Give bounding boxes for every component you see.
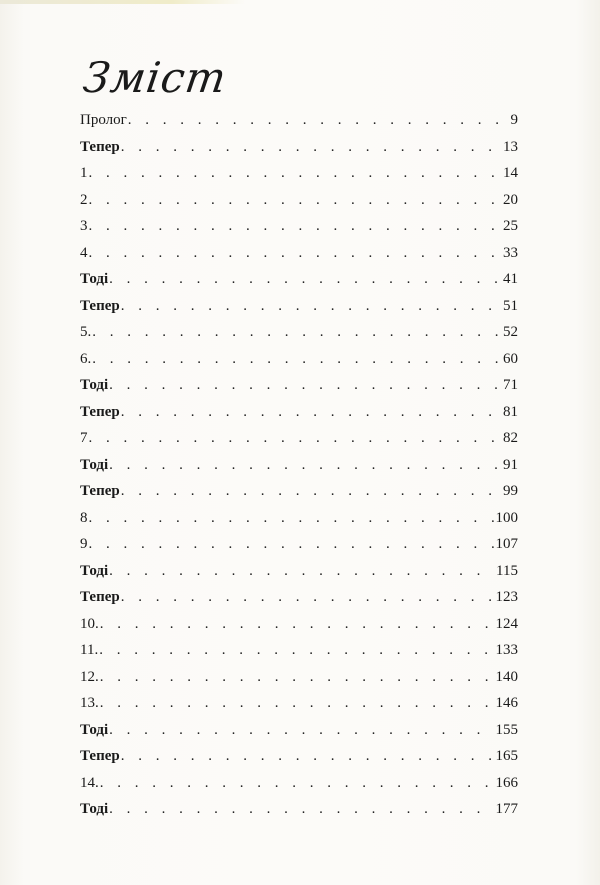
toc-entry-page-number: 177	[495, 801, 518, 817]
dot-leader	[109, 372, 501, 399]
toc-entry-page-number: 146	[495, 695, 518, 711]
toc-entry-label: 12.	[80, 668, 99, 685]
toc-entry-label: Тоді	[80, 377, 109, 393]
toc-entry-label: Тепер	[80, 589, 120, 605]
toc-entry	[80, 611, 518, 638]
toc-entry-label: 9	[80, 536, 88, 552]
toc-entry-label: Тепер	[80, 138, 120, 155]
dot-leader	[109, 796, 493, 823]
toc-entry	[80, 531, 518, 558]
dot-leader	[100, 690, 494, 717]
toc-entry-label: Тепер	[80, 748, 120, 764]
toc-entry-label: 10.	[80, 615, 99, 632]
toc-entry-label: 2	[80, 191, 88, 208]
toc-entry-page-number: 51	[503, 297, 518, 314]
toc-entry	[80, 452, 518, 479]
table-of-contents	[80, 107, 518, 823]
toc-entry	[80, 770, 518, 797]
toc-entry	[80, 134, 518, 161]
toc-entry	[80, 478, 518, 505]
dot-leader	[109, 266, 501, 293]
toc-entry	[80, 187, 518, 214]
toc-entry	[80, 372, 518, 399]
toc-entry-page-number: 52	[503, 324, 518, 340]
toc-entry	[80, 743, 518, 770]
toc-entry-label: 3	[80, 218, 88, 234]
dot-leader	[121, 584, 494, 611]
toc-entry-label: Тоді	[80, 721, 109, 738]
dot-leader	[99, 637, 493, 664]
toc-entry-page-number: 155	[495, 721, 518, 738]
dot-leader	[100, 611, 494, 638]
toc-entry-page-number: 91	[503, 456, 518, 473]
toc-entry-page-number: 25	[503, 218, 518, 234]
toc-entry	[80, 266, 518, 293]
dot-leader	[89, 187, 502, 214]
toc-entry-page-number: 140	[495, 668, 518, 685]
toc-entry-label: 7	[80, 430, 88, 446]
toc-entry-page-number: 81	[503, 403, 518, 420]
toc-entry-page-number: 13	[503, 138, 518, 155]
toc-entry	[80, 160, 518, 187]
toc-entry-label: Тепер	[80, 403, 120, 420]
toc-entry-label: Тоді	[80, 562, 109, 579]
toc-entry-label: 6.	[80, 350, 92, 367]
toc-entry-label: Тепер	[80, 483, 120, 499]
toc-entry	[80, 425, 518, 452]
dot-leader	[100, 770, 494, 797]
toc-entry-page-number: 107	[495, 536, 518, 552]
toc-entry-page-number: 14	[503, 165, 518, 181]
toc-entry-page-number: 99	[503, 483, 518, 499]
dot-leader	[92, 319, 501, 346]
toc-entry-page-number: 60	[503, 350, 518, 367]
toc-entry-page-number: 82	[503, 430, 518, 446]
toc-entry-page-number: 166	[495, 774, 518, 791]
toc-entry-page-number: 165	[495, 748, 518, 764]
toc-entry	[80, 240, 518, 267]
dot-leader	[89, 160, 502, 187]
toc-entry	[80, 690, 518, 717]
dot-leader	[92, 346, 501, 373]
dot-leader	[121, 478, 501, 505]
toc-entry-page-number: 115	[496, 562, 518, 579]
dot-leader	[89, 425, 502, 452]
toc-entry	[80, 107, 518, 134]
dot-leader	[109, 452, 501, 479]
dot-leader	[89, 531, 494, 558]
toc-entry-label: Тоді	[80, 271, 109, 287]
toc-entry	[80, 213, 518, 240]
dot-leader	[109, 558, 494, 585]
dot-leader	[89, 505, 494, 532]
toc-entry	[80, 637, 518, 664]
toc-entry-label: 1	[80, 165, 88, 181]
toc-entry	[80, 399, 518, 426]
dot-leader	[121, 134, 501, 161]
toc-entry	[80, 584, 518, 611]
dot-leader	[121, 399, 501, 426]
toc-entry-page-number: 133	[495, 642, 518, 658]
toc-entry	[80, 293, 518, 320]
toc-entry	[80, 319, 518, 346]
dot-leader	[128, 107, 509, 134]
toc-entry-label: Тепер	[80, 297, 120, 314]
toc-entry-label: 5.	[80, 324, 92, 340]
dot-leader	[100, 664, 494, 691]
toc-entry	[80, 505, 518, 532]
toc-entry	[80, 346, 518, 373]
toc-entry-label: Пролог	[80, 112, 127, 128]
toc-entry-page-number: 20	[503, 191, 518, 208]
dot-leader	[121, 743, 494, 770]
toc-entry-label: Тоді	[80, 456, 109, 473]
toc-entry-label: 4	[80, 244, 88, 261]
toc-entry-label: 13.	[80, 695, 99, 711]
toc-entry	[80, 717, 518, 744]
toc-entry-label: Тоді	[80, 801, 109, 817]
toc-entry-label: 14.	[80, 774, 99, 791]
toc-entry-page-number: 71	[503, 377, 518, 393]
toc-entry	[80, 796, 518, 823]
dot-leader	[109, 717, 493, 744]
dot-leader	[89, 213, 502, 240]
toc-entry-page-number: 124	[495, 615, 518, 632]
dot-leader	[121, 293, 501, 320]
toc-entry-page-number: 33	[503, 244, 518, 261]
toc-entry-page-number: 100	[495, 509, 518, 526]
page-title: Зміст	[80, 53, 230, 102]
toc-entry-page-number: 123	[495, 589, 518, 605]
toc-entry	[80, 664, 518, 691]
toc-entry-label: 8	[80, 509, 88, 526]
toc-entry-page-number: 9	[510, 112, 518, 128]
dot-leader	[89, 240, 502, 267]
toc-entry-page-number: 41	[503, 271, 518, 287]
page-edge-tint	[0, 0, 245, 4]
toc-entry	[80, 558, 518, 585]
toc-entry-label: 11.	[80, 642, 99, 658]
